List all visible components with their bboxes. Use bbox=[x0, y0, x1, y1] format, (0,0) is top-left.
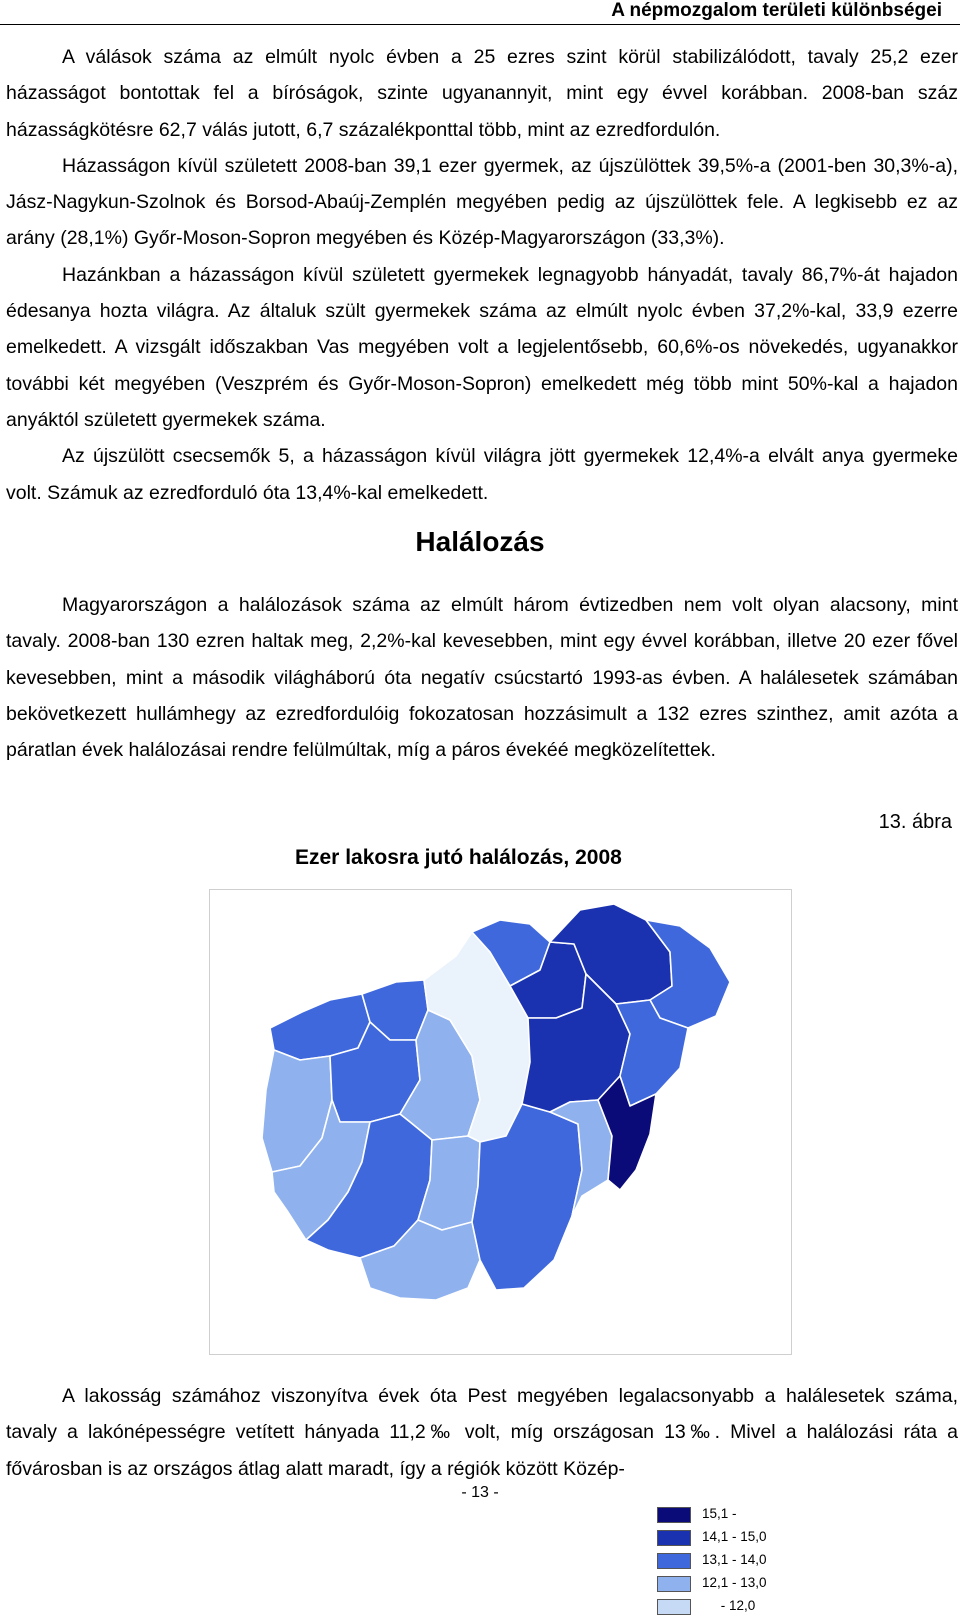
legend-item bbox=[657, 1526, 777, 1549]
text-block-mortality bbox=[6, 587, 958, 768]
header-rule bbox=[0, 24, 960, 25]
legend-swatch bbox=[657, 1553, 691, 1569]
paragraph-divorced-mothers: Az újszülött csecsemők 5, a házasságon kívül világra jött gyermekek 12,4%-a elvált anya gyermeke volt. Számuk az ezredforduló óta 13,4%-kal emelkedett. bbox=[6, 445, 958, 504]
legend-swatch bbox=[657, 1576, 691, 1592]
legend-label: 14,1 - 15,0 bbox=[702, 1529, 767, 1544]
paragraph-mortality-rate: A lakosság számához viszonyítva évek óta Pest megyében legalacsonyabb a halálesetek száma, tavaly a lakónépességre vetített hányada 11,2‰ volt, míg országosan 13‰. Mivel a halálozási ráta a fővárosban is az országos átlag alatt maradt, így a régiók között Közép- bbox=[6, 1385, 958, 1480]
legend-item bbox=[657, 1572, 777, 1595]
paragraph-mortality: Magyarországon a halálozások száma az elmúlt három évtizedben nem volt olyan alacsony, mint tavaly. 2008-ban 130 ezren haltak meg, 2,2%-kal kevesebben, mint egy évvel korábban, illetve 20 ezer fővel kevesebben, mint a második világháború óta negatív csúcstartó 1993-as évben. A halálesetek számában bekövetkezett hullámhegy az ezredfordulóig fokozatosan hozzásimult a 132 ezres szinthez, amit azóta a páratlan évek halálozásai rendre felülmúltak, míg a páros évekéé megközelítettek. bbox=[6, 594, 958, 762]
legend-item bbox=[657, 1595, 777, 1618]
page-number: - 13 - bbox=[461, 1484, 499, 1501]
legend-swatch bbox=[657, 1530, 691, 1546]
text-block-marriage bbox=[6, 39, 958, 511]
legend-label: - 12,0 bbox=[702, 1598, 756, 1613]
legend-label: 15,1 - bbox=[702, 1506, 737, 1521]
figure-number: 13. ábra bbox=[878, 811, 952, 833]
legend-item bbox=[657, 1503, 777, 1526]
map-legend bbox=[657, 1503, 777, 1618]
running-header: A népmozgalom területi különbségei bbox=[611, 0, 942, 21]
text-block-mortality-rate bbox=[6, 1378, 958, 1487]
paragraph-divorces: A válások száma az elmúlt nyolc évben a 25 ezres szint körül stabilizálódott, tavaly 25,2 ezer házasságot bontottak fel a bíróságok, szinte ugyanannyit, mint egy évvel korábban. 2008-ban száz házasságkötésre 62,7 válás jutott, 6,7 százalékponttal több, mint az ezredfordulón. bbox=[6, 46, 958, 141]
figure-title: Ezer lakosra jutó halálozás, 2008 bbox=[295, 846, 622, 869]
legend-item bbox=[657, 1549, 777, 1572]
legend-label: 13,1 - 14,0 bbox=[702, 1552, 767, 1567]
paragraph-out-of-wedlock: Házasságon kívül született 2008-ban 39,1 ezer gyermek, az újszülöttek 39,5%-a (2001-ben 30,3%-a), Jász-Nagykun-Szolnok és Borsod-Abaúj-Zemplén megyében pedig az újszülöttek fele. A legkisebb ez az arány (28,1%) Győr-Moson-Sopron megyében és Közép-Magyarországon (33,3%). bbox=[6, 154, 958, 250]
legend-swatch bbox=[657, 1599, 691, 1615]
paragraph-unmarried-mothers: Hazánkban a házasságon kívül született gyermekek legnagyobb hányadát, tavaly 86,7%-át hajadon édesanya hozta világra. Az általuk szült gyermekek száma az elmúlt nyolc évben 37,2%-kal, 33,9 ezerre emelkedett. A vizsgált időszakban Vas megyében volt a legjelentősebb, 60,6%-os növekedés, ugyanakkor további két megyében (Veszprém és Győr-Moson-Sopron) emelkedett még több mint 50%-kal a hajadon anyáktól született gyermekek száma. bbox=[6, 263, 958, 431]
section-title: Halálozás bbox=[415, 526, 545, 557]
legend-label: 12,1 - 13,0 bbox=[702, 1575, 767, 1590]
legend-swatch bbox=[657, 1507, 691, 1523]
hungary-county-map bbox=[210, 890, 791, 1354]
